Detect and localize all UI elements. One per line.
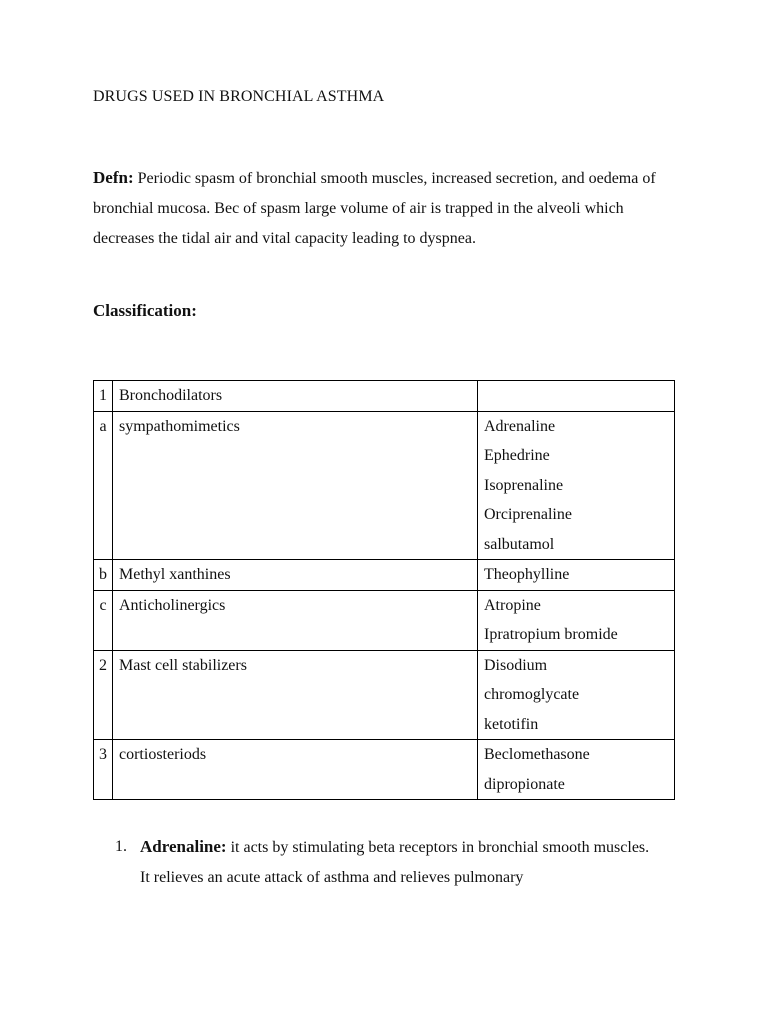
definition-label: Defn:: [93, 168, 134, 187]
drugs-cell: [478, 740, 675, 800]
table-row: [94, 381, 675, 412]
drugs-cell: [478, 411, 675, 560]
row-number-cell: c: [94, 590, 113, 650]
definition-text: Periodic spasm of bronchial smooth muscles, increased secretion, and oedema of bronchial mucosa. Bec of spasm large volume of air is trapped in the alveoli which decreases the tidal air and vital capacity leading to dyspnea.: [93, 170, 656, 247]
drug-name: salbutamol: [484, 535, 555, 553]
classification-table-body: [94, 381, 675, 800]
document-title: DRUGS USED IN BRONCHIAL ASTHMA: [93, 88, 385, 105]
classification-table: [93, 380, 675, 800]
drug-name: Theophylline: [484, 566, 570, 583]
drugs-cell: [478, 650, 675, 740]
drug-name: Orciprenaline: [484, 506, 572, 523]
drug-name: Isoprenaline: [484, 476, 564, 494]
category-cell: Methyl xanthines: [113, 560, 478, 591]
drugs-cell: [478, 381, 675, 412]
category-cell: Anticholinergics: [113, 590, 478, 650]
drugs-cell: [478, 560, 675, 591]
list-item-body: [140, 832, 655, 893]
classification-heading: Classification:: [93, 301, 197, 320]
table-row: [94, 590, 675, 650]
drugs-cell: [478, 590, 675, 650]
definition-paragraph: [93, 163, 683, 254]
drug-name: Ipratropium bromide: [484, 626, 618, 643]
drug-name: Disodium: [484, 656, 548, 674]
row-number-cell: 3: [94, 740, 113, 800]
row-number-cell: a: [94, 411, 113, 560]
table-row: [94, 560, 675, 591]
numbered-list: [115, 832, 655, 893]
drug-name: Adrenaline: [484, 417, 556, 435]
row-number-cell: b: [94, 560, 113, 591]
list-item-text: it acts by stimulating beta receptors in bronchial smooth muscles. It relieves an acute attack of asthma and relieves pulmonary: [140, 839, 650, 886]
table-row: [94, 740, 675, 800]
drug-name: ketotifin: [484, 715, 539, 733]
row-number-cell: 1: [94, 381, 113, 412]
drug-name: [484, 381, 668, 411]
category-cell: cortiosteriods: [113, 740, 478, 800]
table-row: [94, 650, 675, 740]
row-number-cell: 2: [94, 650, 113, 740]
drug-name: Atropine: [484, 596, 541, 614]
list-marker: 1.: [115, 838, 127, 855]
category-cell: Mast cell stabilizers: [113, 650, 478, 740]
category-cell: Bronchodilators: [113, 381, 478, 412]
list-item-label: Adrenaline:: [140, 837, 227, 856]
table-row: [94, 411, 675, 560]
drug-name: Ephedrine: [484, 447, 550, 464]
drug-name: chromoglycate: [484, 686, 580, 703]
drug-name: Beclomethasone: [484, 746, 590, 763]
drug-name: dipropionate: [484, 775, 565, 793]
category-cell: sympathomimetics: [113, 411, 478, 560]
list-item: [115, 832, 655, 893]
